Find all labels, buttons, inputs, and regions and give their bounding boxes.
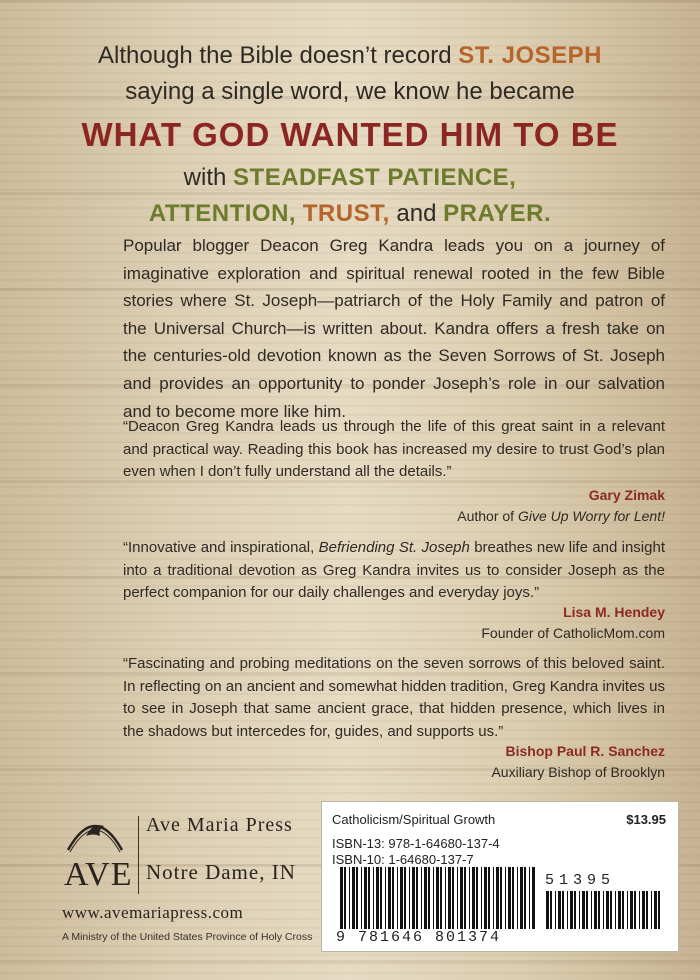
barcode-bar bbox=[615, 891, 616, 929]
barcode-bar bbox=[433, 867, 434, 929]
barcode-panel bbox=[321, 801, 679, 952]
barcode-bar bbox=[376, 867, 379, 929]
barcode-bar bbox=[373, 867, 374, 929]
endorser-title-3: Auxiliary Bishop of Brooklyn bbox=[491, 764, 665, 780]
barcode-bar bbox=[586, 891, 588, 929]
virtue-prayer: PRAYER. bbox=[443, 200, 552, 227]
barcode-bar bbox=[618, 891, 621, 929]
barcode-bar bbox=[606, 891, 609, 929]
isbn-13: ISBN-13: 978-1-64680-137-4 bbox=[332, 836, 500, 851]
headline-text: with bbox=[183, 164, 234, 191]
barcode-bar bbox=[421, 867, 422, 929]
barcode-bar bbox=[651, 891, 652, 929]
barcode-bar bbox=[364, 867, 367, 929]
barcode-bar bbox=[508, 867, 511, 929]
barcode-bar bbox=[469, 867, 470, 929]
barcode-bar bbox=[627, 891, 628, 929]
quote-text: “Innovative and inspirational, bbox=[123, 539, 319, 556]
barcode-bar bbox=[416, 867, 418, 929]
saint-name: ST. JOSEPH bbox=[458, 42, 602, 69]
barcode-bar bbox=[532, 867, 535, 929]
ean-barcode bbox=[340, 867, 536, 929]
barcode-bar bbox=[505, 867, 506, 929]
dove-logo-icon bbox=[60, 800, 130, 856]
barcode-bar bbox=[388, 867, 391, 929]
barcode-bar bbox=[457, 867, 458, 929]
barcode-bar bbox=[412, 867, 415, 929]
barcode-bar bbox=[484, 867, 487, 929]
barcode-bar bbox=[428, 867, 430, 929]
barcode-bar bbox=[646, 891, 648, 929]
barcode-bar bbox=[476, 867, 478, 929]
barcode-bar bbox=[500, 867, 502, 929]
barcode-bar bbox=[630, 891, 633, 929]
barcode-bar bbox=[344, 867, 346, 929]
endorser-name-1: Gary Zimak bbox=[588, 487, 665, 503]
barcode-addon-number: 51395 bbox=[545, 872, 616, 889]
headline bbox=[0, 38, 700, 232]
barcode-bar bbox=[555, 891, 556, 929]
barcode-bar bbox=[424, 867, 427, 929]
barcode-bar bbox=[579, 891, 580, 929]
endorsement-quote-2 bbox=[123, 537, 665, 605]
barcode-bar bbox=[639, 891, 640, 929]
headline-line-1 bbox=[0, 38, 700, 74]
barcode-bar bbox=[380, 867, 382, 929]
barcode-bar bbox=[481, 867, 482, 929]
barcode-bar bbox=[610, 891, 612, 929]
barcode-bar bbox=[517, 867, 518, 929]
book-price: $13.95 bbox=[626, 812, 666, 827]
endorser-title-text: Author of bbox=[457, 508, 518, 524]
publisher-url: www.avemariapress.com bbox=[62, 903, 244, 922]
book-description: Popular blogger Deacon Greg Kandra leads you on a journey of imaginative exploration and spiritual renewal rooted in the few Bible stories where St. Joseph—patriarch of the Holy Family and patron of the Universal Church—is written about. Kandra offers a fresh take on the centuries-old devotion known as the Seven Sorrows of St. Joseph and provides an opportunity to ponder Joseph’s role in our salvation and to become more like him. bbox=[123, 236, 665, 421]
book-title: Befriending St. Joseph bbox=[318, 539, 470, 556]
barcode-bar bbox=[570, 891, 573, 929]
barcode-bar bbox=[582, 891, 585, 929]
barcode-bar bbox=[529, 867, 530, 929]
virtue-attention: ATTENTION, bbox=[148, 200, 297, 227]
barcode-bar bbox=[472, 867, 475, 929]
barcode-bar bbox=[493, 867, 494, 929]
endorsement-quote-3: “Fascinating and probing meditations on the seven sorrows of this beloved saint. In reflecting on an ancient and somewhat hidden tradition, Greg Kandra invites us to see in Joseph that same ancient grace, that hidden presence, which lives in the shadows but intercedes for, guides, and supports us.” bbox=[123, 655, 665, 740]
barcode-bar bbox=[440, 867, 442, 929]
book-title: Give Up Worry for Lent! bbox=[517, 508, 665, 524]
barcode-bar bbox=[436, 867, 439, 929]
barcode-bar bbox=[464, 867, 466, 929]
barcode-bar bbox=[404, 867, 406, 929]
barcode-bar bbox=[550, 891, 552, 929]
barcode-bar bbox=[512, 867, 514, 929]
publisher-ministry: A Ministry of the United States Province of Holy Cross bbox=[62, 931, 313, 943]
barcode-bar bbox=[598, 891, 600, 929]
barcode-bar bbox=[634, 891, 636, 929]
barcode-bar bbox=[445, 867, 446, 929]
barcode-bar bbox=[567, 891, 568, 929]
barcode-bar bbox=[591, 891, 592, 929]
headline-line-4 bbox=[0, 160, 700, 196]
barcode-bar bbox=[409, 867, 410, 929]
publisher-city: Notre Dame, IN bbox=[146, 860, 296, 884]
barcode-bar bbox=[520, 867, 523, 929]
barcode-bar bbox=[558, 891, 561, 929]
endorser-name-2: Lisa M. Hendey bbox=[563, 604, 665, 620]
endorser-title-2: Founder of CatholicMom.com bbox=[481, 625, 665, 641]
quote-text: breathes new life and insight into a traditional devotion as Greg Kandra invites us to consider Joseph as the perfect companion for our daily challenges and everyday joys.” bbox=[123, 539, 665, 601]
barcode-bar bbox=[658, 891, 660, 929]
barcode-bar bbox=[385, 867, 386, 929]
barcode-bar bbox=[368, 867, 370, 929]
barcode-bar bbox=[400, 867, 403, 929]
barcode-bar bbox=[397, 867, 398, 929]
endorser-name-3: Bishop Paul R. Sanchez bbox=[505, 743, 665, 759]
headline-main: WHAT GOD WANTED HIM TO BE bbox=[81, 116, 619, 153]
barcode-bar bbox=[546, 891, 549, 929]
barcode-bar bbox=[356, 867, 358, 929]
barcode-bar bbox=[642, 891, 645, 929]
endorsement-quote-1: “Deacon Greg Kandra leads us through the life of this great saint in a relevant and practical way. Reading this book has increased my desire to trust God’s plan even when I don’t fully understand all the details.” bbox=[123, 418, 665, 480]
headline-line-2: saying a single word, we know he became bbox=[125, 78, 575, 105]
barcode-bar bbox=[622, 891, 624, 929]
addon-barcode bbox=[546, 891, 664, 929]
barcode-bar bbox=[452, 867, 454, 929]
barcode-bar bbox=[603, 891, 604, 929]
barcode-bar bbox=[352, 867, 355, 929]
barcode-digits: 9 781646 801374 bbox=[336, 929, 502, 946]
barcode-bar bbox=[594, 891, 597, 929]
barcode-bar bbox=[361, 867, 362, 929]
headline-line-5 bbox=[0, 196, 700, 232]
barcode-bar bbox=[496, 867, 499, 929]
publisher-logo-word: AVE bbox=[64, 856, 133, 893]
barcode-bar bbox=[574, 891, 576, 929]
barcode-bar bbox=[562, 891, 564, 929]
headline-text: Although the Bible doesn’t record bbox=[98, 42, 459, 69]
isbn-10: ISBN-10: 1-64680-137-7 bbox=[332, 852, 474, 867]
virtue-trust: TRUST, bbox=[302, 200, 390, 227]
logo-divider bbox=[138, 816, 139, 894]
barcode-bar bbox=[349, 867, 350, 929]
endorser-title-1 bbox=[457, 508, 665, 524]
headline-text: and bbox=[389, 200, 444, 227]
publisher-name: Ave Maria Press bbox=[146, 814, 293, 836]
barcode-bar bbox=[448, 867, 451, 929]
barcode-bar bbox=[524, 867, 526, 929]
virtue-patience: STEADFAST PATIENCE, bbox=[233, 164, 517, 191]
barcode-bar bbox=[392, 867, 394, 929]
barcode-bar bbox=[654, 891, 657, 929]
book-category: Catholicism/Spiritual Growth bbox=[332, 812, 496, 827]
barcode-bar bbox=[488, 867, 490, 929]
barcode-bar bbox=[460, 867, 463, 929]
barcode-bar bbox=[340, 867, 343, 929]
